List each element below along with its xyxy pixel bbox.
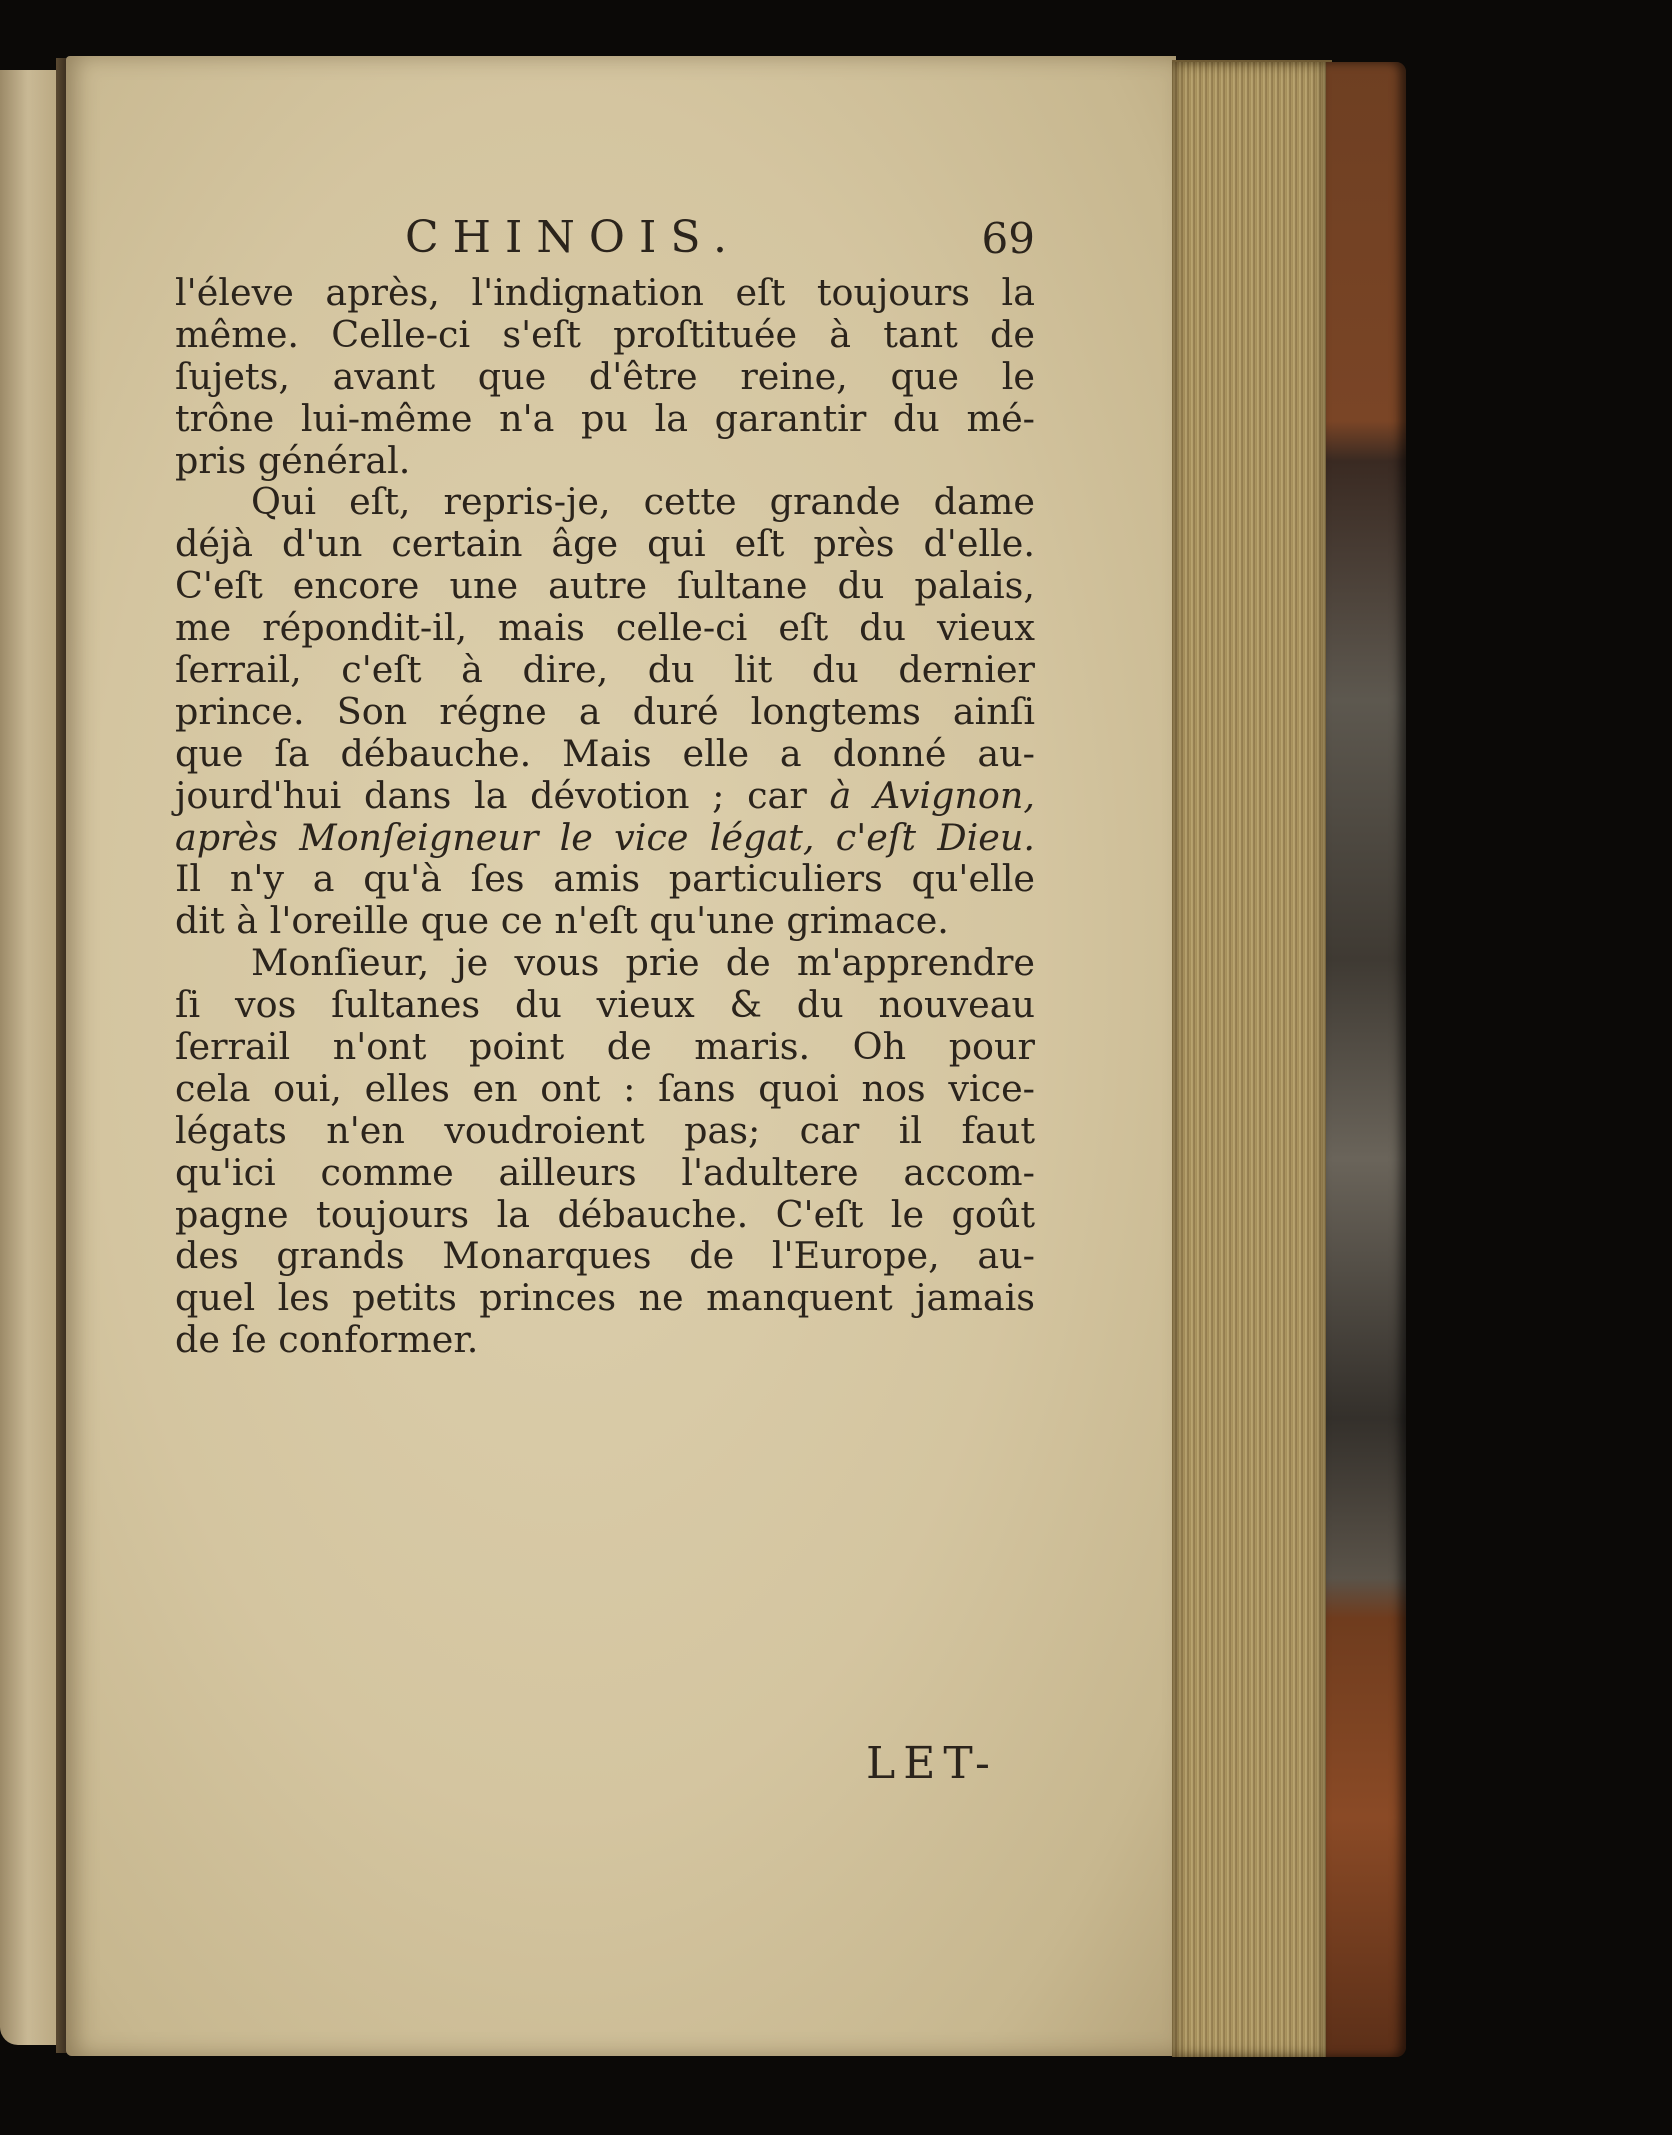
previous-page-edge [0,70,62,2045]
text-line: Qui eſt, repris-je, cette grande dame [251,480,1035,524]
text-line: ſerrail, c'eſt à dire, du lit du dernier [175,648,1035,692]
text-line: ſujets, avant que d'être reine, que le [175,354,1035,398]
text-line: dit à l'oreille que ce n'eſt qu'une grimace. [175,899,949,943]
text-segment: jourd'hui dans la dévotion ; car [175,773,830,817]
catchword: LET- [866,1738,998,1789]
text-line: qu'ici comme ailleurs l'adultere accom- [175,1150,1035,1194]
text-line: pagne toujours la débauche. C'eſt le goût [175,1192,1035,1236]
text-lines [175,272,1035,1361]
text-line: de ſe conformer. [175,1318,479,1362]
back-cover [1326,62,1406,2057]
page-number: 69 [981,214,1035,263]
text-line: des grands Monarques de l'Europe, au- [175,1234,1035,1278]
text-line: ſerrail n'ont point de maris. Oh pour [175,1025,1035,1069]
text-line: déjà d'un certain âge qui eſt près d'elle. [175,522,1035,566]
text-segment: à Avignon, [829,773,1035,817]
text-line: Il n'y a qu'à ſes amis particuliers qu'elle [175,857,1035,901]
text-line: prince. Son régne a duré longtems ainſi [175,689,1035,733]
page-header [175,212,1035,272]
text-line: Monſieur, je vous prie de m'apprendre [251,941,1035,985]
text-line: que ſa débauche. Mais elle a donné au- [175,731,1035,775]
text-line: après Monſeigneur le vice légat, c'eſt Dieu. [175,815,1035,859]
text-line: cela oui, elles en ont : ſans quoi nos vice- [175,1066,1035,1110]
text-line: C'eſt encore une autre ſultane du palais, [175,564,1035,608]
page-edges [1172,62,1332,2057]
text-line: ſi vos ſultanes du vieux & du nouveau [175,983,1035,1027]
running-head: CHINOIS. [405,212,741,263]
text-line: quel les petits princes ne manquent jamais [175,1276,1035,1320]
text-line: me répondit-il, mais celle-ci eſt du vieux [175,606,1035,650]
page-text [175,212,1035,1361]
text-line: trône lui-même n'a pu la garantir du mé- [175,396,1035,440]
text-line: même. Celle-ci s'eſt proſtituée à tant de [175,312,1035,356]
text-line: l'éleve après, l'indignation eſt toujours la [175,271,1035,314]
text-line [175,775,1035,817]
text-line: légats n'en voudroient pas; car il faut [175,1108,1035,1152]
text-line: pris général. [175,438,411,482]
